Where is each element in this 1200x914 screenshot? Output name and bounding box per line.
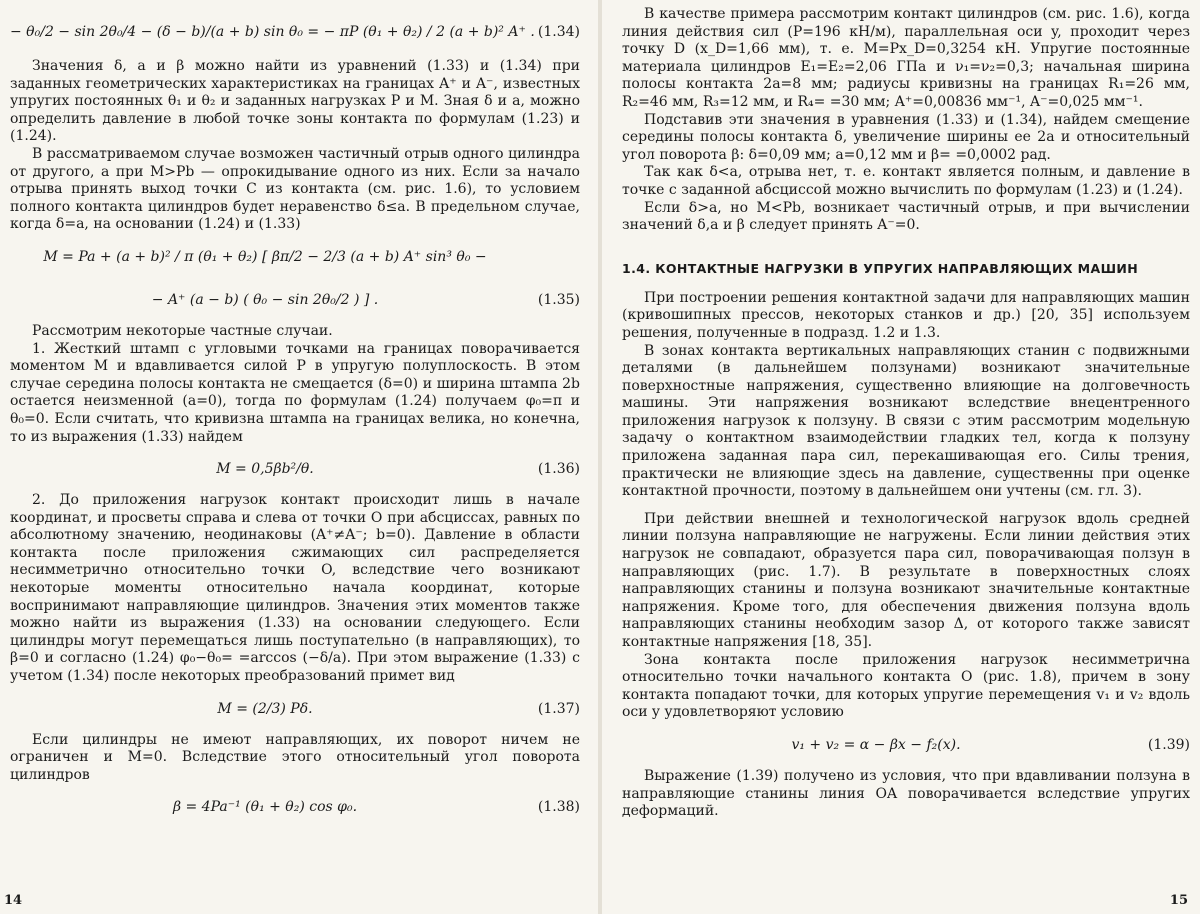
equation-formula: β = 4Pa⁻¹ (θ₁ + θ₂) cos φ₀.: [172, 799, 358, 816]
paragraph: 1. Жесткий штамп с угловыми точками на границах поворачивается моментом M и вдавливается силой P в упругую полуплоскость. В этом случае середина полосы контакта не смещается (δ=0) и ширина штампа 2b остается неизменной (a=0), тогда по формулам (1.24) получаем φ₀=π и θ₀=0. Если считать, что кривизна штампа на границах велика, но конечна, то из выражения (1.33) найдем: [10, 340, 580, 445]
paragraph: При действии внешней и технологической нагрузок вдоль средней линии ползуна направляющие не нагружены. Если линии действия этих нагрузок не совпадают, образуется пара сил, поворачивающая ползун в направляющих (рис. 1.7). В результате в поверхностных слоях направляющих станины и ползуна возникают значительные контактные напряжения. Кроме того, для обеспечения движения ползуна вдоль направляющих станины необходим зазор Δ, от которого также зависят контактные напряжения [18, 35].: [622, 510, 1190, 650]
paragraph: Значения δ, a и β можно найти из уравнений (1.33) и (1.34) при заданных геометрических характеристиках на границах A⁺ и A⁻, известных упругих постоянных θ₁ и θ₂ и заданных нагрузках P и M. Зная δ и a, можно определить давление в любой точке зоны контакта по формулам (1.23) и (1.24).: [10, 58, 580, 145]
equation-number: (1.35): [537, 291, 580, 308]
equation-number: (1.36): [537, 461, 580, 478]
paragraph: Если цилиндры не имеют направляющих, их поворот ничем не ограничен и M=0. Вследствие этого относительный угол поворота цилиндров: [10, 731, 580, 783]
equation-formula: M = (2/3) Pδ.: [217, 700, 313, 717]
equation-number: (1.38): [537, 799, 580, 816]
page-number: 15: [1169, 893, 1188, 908]
equation-formula: M = Pa + (a + b)² / π (θ₁ + θ₂) [ βπ/2 − 2/3 (a + b) A⁺ sin³ θ₀ −: [43, 248, 487, 265]
paragraph: Выражение (1.39) получено из условия, что при вдавливании ползуна в направляющие станины линия OA поворачивается вследствие упругих деформаций.: [622, 767, 1190, 820]
paragraph: Зона контакта после приложения нагрузок несимметрична относительно точки начального контакта O (рис. 1.8), причем в зону контакта попадают точки, для которых упругие перемещения v₁ и v₂ вдоль оси y удовлетворяют условию: [622, 651, 1190, 721]
equation-1-37: [10, 689, 580, 729]
equation-number: (1.34): [537, 24, 580, 40]
equation-number: (1.37): [537, 700, 580, 717]
paragraph: В зонах контакта вертикальных направляющих станин с подвижными деталями (в дальнейшем ползунами) возникают значительные поверхностные напряжения, существенно влияющие на долговечность машины. Эти напряжения возникают вследствие внецентренного приложения нагрузок к ползуну. В связи с этим рассмотрим модельную задачу о контактном взаимодействии гладких тел, когда к ползуну приложена заданная пара сил, перекашивающая его. Силы трения, практически не влияющие здесь на давление, существенны при оценке контактной прочности, поэтому в дальнейшем они учтены (см. гл. 3).: [622, 342, 1190, 500]
equation-1-34: [10, 9, 580, 55]
paragraph: Рассмотрим некоторые частные случаи.: [32, 322, 333, 339]
right-page: [600, 0, 1200, 914]
page-number: 14: [4, 893, 23, 908]
paragraph: 2. До приложения нагрузок контакт происходит лишь в начале координат, и просветы справа и слева от точки O при абсциссах, равных по абсолютному значению, неодинаковы (A⁺≠A⁻; b=0). Давление в области контакта после приложения сжимающих сил распределяется несимметрично относительно точки O, вследствие чего возникают некоторые моменты относительно начала координат, которые воспринимают направляющие цилиндров. Значения этих моментов также можно найти из выражения (1.33) на основании следующего. Если цилиндры могут перемещаться лишь поступательно (в направляющих), то β=0 и согласно (1.24) φ₀−θ₀= =arccos (−δ/a). При этом выражение (1.33) с учетом (1.34) после некоторых преобразований примет вид: [10, 492, 580, 685]
paragraph: Если δ>a, но M<Pb, возникает частичный отрыв, и при вычислении значений δ,a и β следует принять A⁻=0.: [622, 199, 1190, 234]
paragraph: Подставив эти значения в уравнения (1.33) и (1.34), найдем смещение середины полосы контакта δ, увеличение ширины ее 2a и относительный угол поворота β: δ=0,09 мм; a=0,12 мм и β= =0,0002 рад.: [622, 111, 1190, 163]
equation-formula: − θ₀/2 − sin 2θ₀/4 − (δ − b)/(a + b) sin θ₀ = − πP (θ₁ + θ₂) / 2 (a + b)² A⁺ .: [10, 24, 535, 40]
section-heading: 1.4. КОНТАКТНЫЕ НАГРУЗКИ В УПРУГИХ НАПРАВЛЯЮЩИХ МАШИН: [622, 260, 1139, 276]
equation-1-36: [10, 449, 580, 489]
equation-1-35-line2: [10, 280, 580, 320]
paragraph: Так как δ<a, отрыва нет, т. е. контакт является полным, и давление в точке с заданной абсциссой можно вычислить по формулам (1.23) и (1.24).: [622, 164, 1190, 198]
spacer: [622, 501, 1190, 511]
equation-number: (1.39): [1147, 736, 1190, 753]
equation-formula: M = 0,5βb²/θ.: [216, 461, 314, 478]
equation-formula: − A⁺ (a − b) ( θ₀ − sin 2θ₀/2 ) ] .: [151, 291, 379, 308]
paragraph: В рассматриваемом случае возможен частичный отрыв одного цилиндра от другого, а при M>Pb — опрокидывание одного из них. Если за начало отрыва принять выход точки C из контакта (см. рис. 1.6), то условием полного контакта цилиндров будет неравенство δ≤a. В предельном случае, когда δ=a, на основании (1.24) и (1.33): [10, 145, 580, 233]
equation-1-39: [622, 725, 1190, 765]
equation-formula: v₁ + v₂ = α − βx − f₂(x).: [791, 736, 961, 753]
paragraph: В качестве примера рассмотрим контакт цилиндров (см. рис. 1.6), когда линия действия сил (P=196 кН/м), параллельная оси y, проходит через точку D (x_D=1,66 мм), т. е. M=Px_D=0,3254 кН. Упругие постоянные материала цилиндров E₁=E₂=2,06 ГПа и ν₁=ν₂=0,3; начальная ширина полосы контакта 2a=8 мм; радиусы кривизны на границах R₁=26 мм, R₂=46 мм, R₃=12 мм, и R₄= =30 мм; A⁺=0,00836 мм⁻¹, A⁻=0,025 мм⁻¹.: [622, 6, 1190, 110]
paragraph: При построении решения контактной задачи для направляющих машин (кривошипных прессов, некоторых станков и др.) [20, 35] используем решения, полученные в подразд. 1.2 и 1.3.: [622, 289, 1190, 341]
equation-1-35-line1: [10, 237, 580, 277]
equation-1-38: [10, 787, 580, 827]
